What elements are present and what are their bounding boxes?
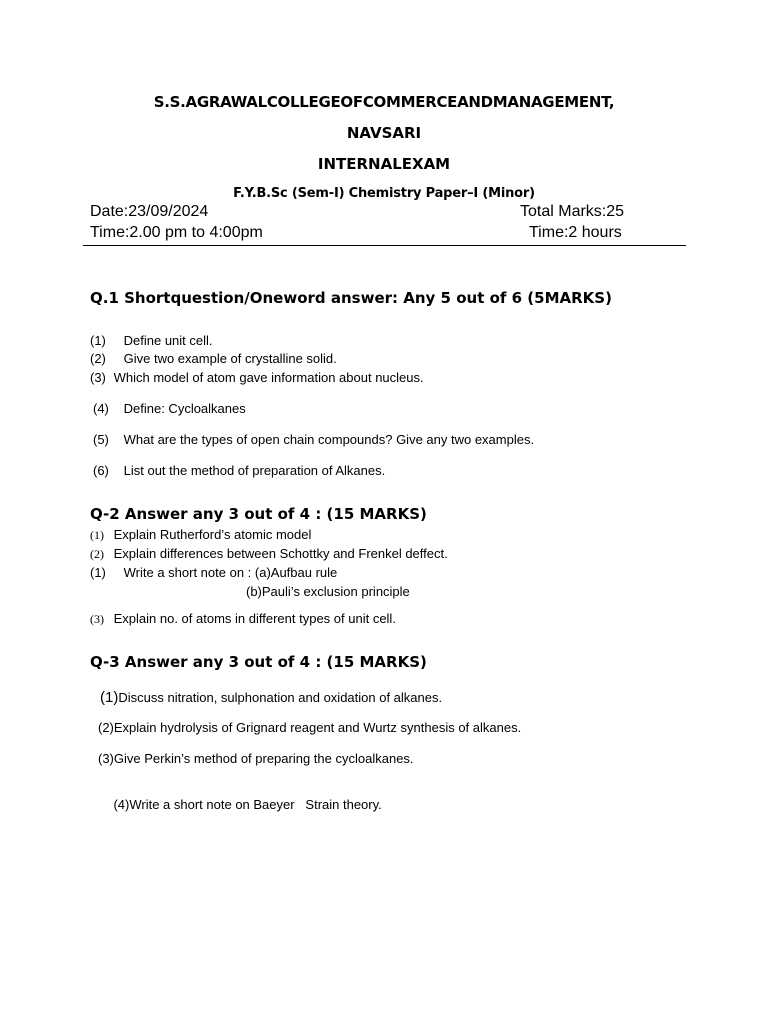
item-number: (1)	[90, 565, 106, 580]
q2-item	[90, 565, 337, 580]
item-text: Discuss nitration, sulphonation and oxidation of alkanes.	[118, 690, 443, 705]
header-divider	[83, 245, 686, 246]
item-text: Explain no. of atoms in different types of unit cell.	[113, 611, 396, 626]
item-text: Write a short note on Baeyer Strain theory.	[129, 797, 382, 812]
college-city: NAVSARI	[346, 124, 422, 142]
item-text: Give two example of crystalline solid.	[123, 351, 337, 366]
q3-item	[98, 751, 414, 766]
q3-item	[100, 689, 442, 706]
q1-heading: Q.1 Shortquestion/Oneword answer: Any 5 out of 6 (5MARKS)	[90, 289, 612, 307]
item-number: (2)	[90, 351, 106, 366]
subject-line: F.Y.B.Sc (Sem-I) Chemistry Paper–I (Minor)	[233, 186, 535, 201]
q1-item	[90, 333, 213, 348]
q2-heading: Q-2 Answer any 3 out of 4 : (15 MARKS)	[90, 505, 427, 523]
q2-item	[90, 611, 396, 627]
item-text: What are the types of open chain compounds? Give any two examples.	[123, 432, 535, 447]
item-text: Define: Cycloalkanes	[123, 401, 246, 416]
item-number: (5)	[93, 432, 109, 447]
q1-item	[90, 370, 424, 385]
total-marks: Total Marks:25	[520, 203, 625, 220]
item-text: Give Perkin’s method of preparing the cycloalkanes.	[113, 751, 414, 766]
item-number: (6)	[93, 463, 109, 478]
item-number: (4)	[113, 797, 130, 812]
college-name: S.S.AGRAWALCOLLEGEOFCOMMERCEANDMANAGEMENT,	[153, 93, 615, 111]
item-number: (3)	[98, 751, 114, 766]
item-number: (3)	[90, 612, 104, 626]
q2-item	[90, 527, 311, 543]
q3-heading: Q-3 Answer any 3 out of 4 : (15 MARKS)	[90, 653, 427, 671]
q3-item	[98, 720, 521, 735]
item-text: Define unit cell.	[123, 333, 213, 348]
item-number: (2)	[90, 547, 104, 561]
q1-item	[93, 401, 246, 416]
item-text: (b)Pauli’s exclusion principle	[246, 584, 410, 599]
item-number: (2)	[98, 720, 114, 735]
item-text: Explain differences between Schottky and Frenkel deffect.	[113, 546, 448, 561]
exam-time: Time:2.00 pm to 4:00pm	[90, 224, 263, 241]
exam-title: INTERNALEXAM	[317, 155, 451, 173]
item-number: (1)	[90, 333, 106, 348]
item-number: (1)	[90, 528, 104, 542]
item-number: (4)	[93, 401, 109, 416]
item-text: Explain hydrolysis of Grignard reagent and Wurtz synthesis of alkanes.	[113, 720, 522, 735]
q1-item	[93, 432, 534, 447]
q1-item	[93, 463, 385, 478]
item-number: (1)	[100, 689, 119, 706]
item-text: Write a short note on : (a)Aufbau rule	[123, 565, 338, 580]
item-text: Explain Rutherford’s atomic model	[113, 527, 312, 542]
exam-duration: Time:2 hours	[529, 224, 622, 241]
q3-item	[99, 782, 382, 827]
item-number: (3)	[90, 370, 106, 385]
q1-item	[90, 351, 337, 366]
item-text: List out the method of preparation of Alkanes.	[123, 463, 386, 478]
item-text: Which model of atom gave information about nucleus.	[113, 370, 424, 385]
exam-date: Date:23/09/2024	[90, 203, 209, 220]
q2-item-continuation	[246, 584, 410, 599]
q2-item	[90, 546, 448, 562]
